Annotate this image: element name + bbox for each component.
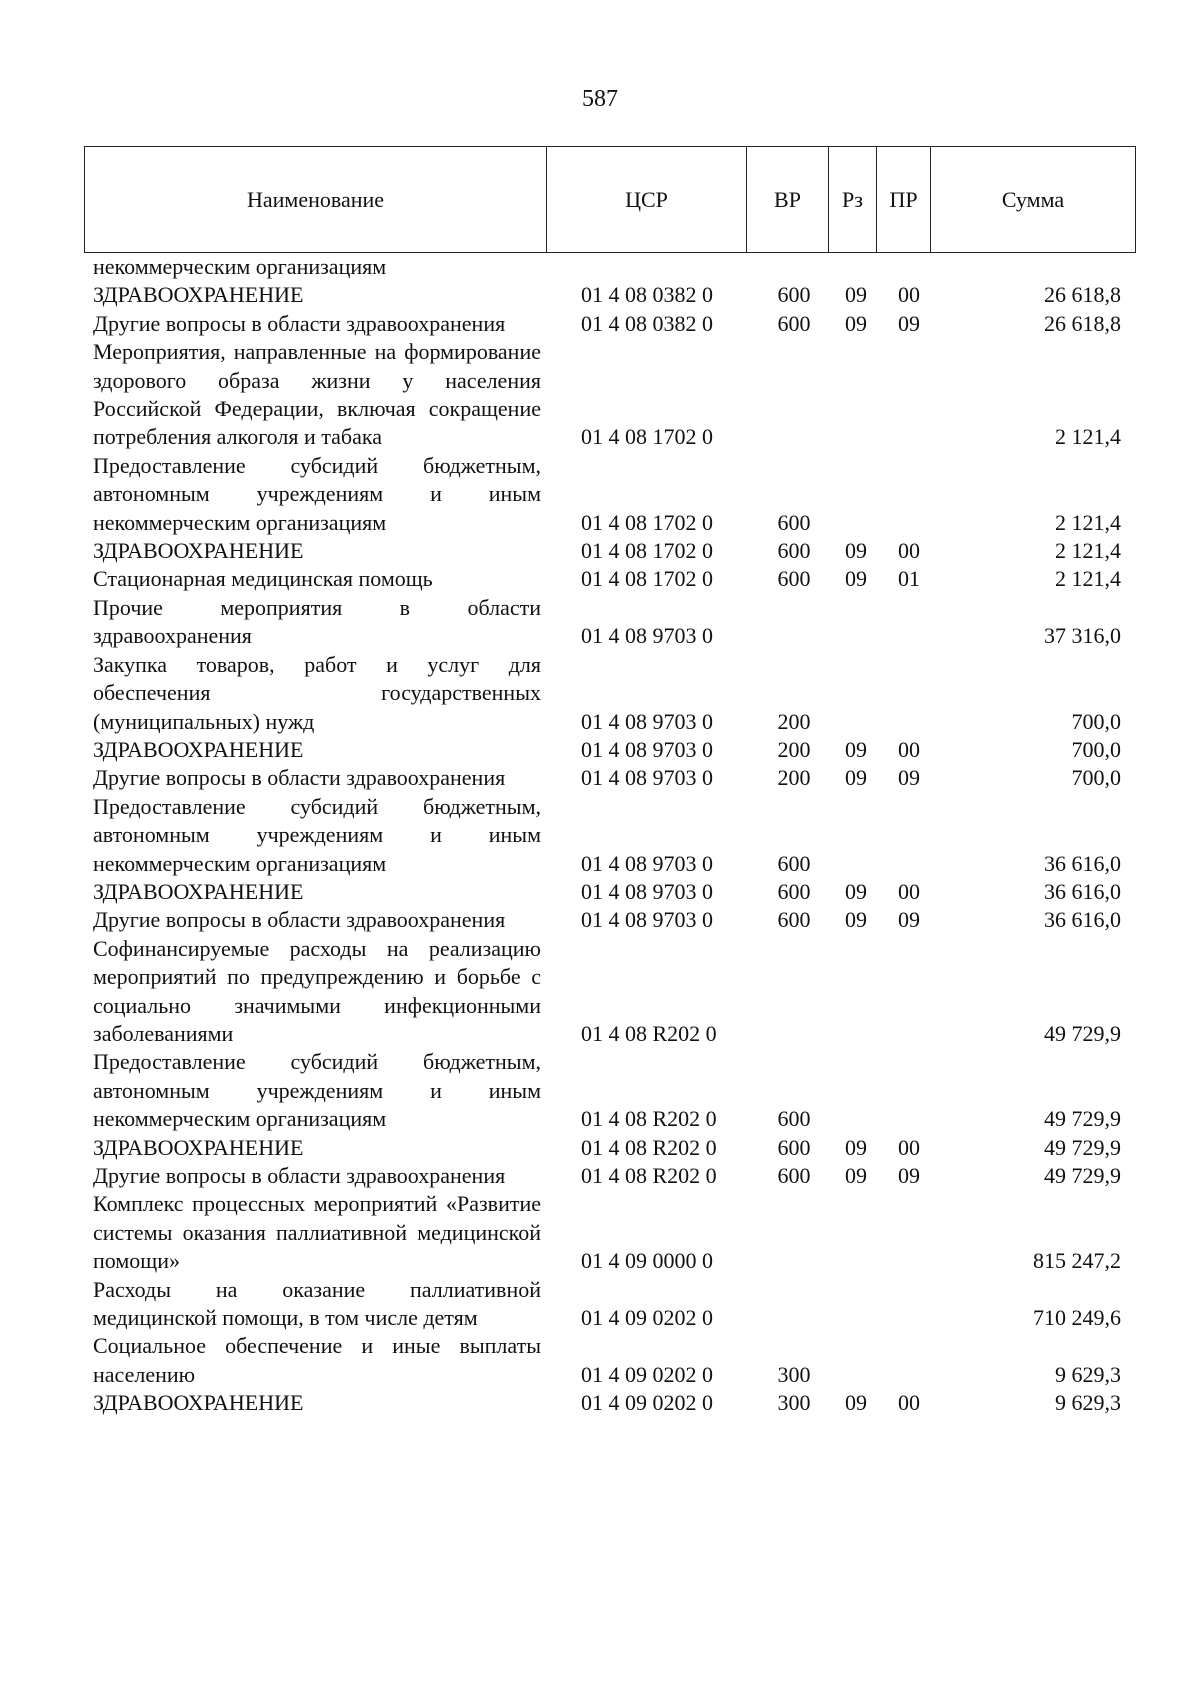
header-name: Наименование [85,147,547,252]
row-sum: 49 729,9 [1044,1134,1121,1160]
row-rz: 09 [845,907,867,933]
header-rz: Рз [829,147,877,252]
row-csr: 01 4 08 9703 0 [581,623,713,649]
row-sum: 26 618,8 [1044,310,1121,336]
page-number: 587 [582,86,618,112]
header-vr: ВР [747,147,829,252]
row-name: Расходы на оказание паллиативной медицинской помощи, в том числе детям [93,1276,541,1331]
row-rz: 09 [845,736,867,762]
row-sum: 2 121,4 [1055,509,1121,535]
row-name: ЗДРАВООХРАНЕНИЕ [93,736,304,762]
row-sum: 9 629,3 [1055,1361,1121,1387]
row-csr: 01 4 08 R202 0 [581,1134,717,1160]
row-name: Другие вопросы в области здравоохранения [93,907,506,933]
row-rz: 09 [845,1390,867,1416]
table-row [93,1190,1121,1275]
row-sum: 36 616,0 [1044,907,1121,933]
row-sum: 26 618,8 [1044,282,1121,308]
table-row [93,537,1121,565]
row-name: Другие вопросы в области здравоохранения [93,310,506,336]
row-vr: 600 [777,566,811,592]
table-row [93,253,1121,281]
row-sum: 2 121,4 [1055,424,1121,450]
row-csr: 01 4 08 0382 0 [581,282,713,308]
row-vr: 600 [777,1106,811,1132]
row-csr: 01 4 08 R202 0 [581,1020,717,1046]
row-pr: 01 [898,566,920,592]
table-body [93,253,1121,1418]
row-vr: 600 [777,282,811,308]
row-vr: 300 [777,1390,811,1416]
row-name: ЗДРАВООХРАНЕНИЕ [93,1134,304,1160]
row-vr: 600 [777,1134,811,1160]
row-name: ЗДРАВООХРАНЕНИЕ [93,282,304,308]
row-csr: 01 4 08 R202 0 [581,1106,717,1132]
row-name: Предоставление субсидий бюджетным, автономным учреждениям и иным некоммерческим организациям [93,793,541,876]
row-name: некоммерческим организациям [93,254,387,279]
row-sum: 700,0 [1071,765,1121,791]
row-rz: 09 [845,282,867,308]
row-pr: 09 [898,907,920,933]
row-vr: 600 [777,509,811,535]
table-row [93,651,1121,736]
row-csr: 01 4 08 9703 0 [581,736,713,762]
row-vr: 300 [777,1361,811,1387]
row-vr: 600 [777,538,811,564]
table-row [93,1276,1121,1333]
row-sum: 49 729,9 [1044,1020,1121,1046]
row-csr: 01 4 08 9703 0 [581,878,713,904]
row-sum: 9 629,3 [1055,1390,1121,1416]
header-pr: ПР [877,147,931,252]
row-name: Мероприятия, направленные на формирование здорового образа жизни у населения Российской Федерации, включая сокращение потребления алкоголя и табака [93,339,541,450]
row-vr: 600 [777,1163,811,1188]
row-vr: 200 [777,708,811,734]
row-vr: 600 [777,310,811,336]
row-sum: 36 616,0 [1044,850,1121,876]
row-sum: 710 249,6 [1033,1305,1121,1331]
row-csr: 01 4 08 9703 0 [581,708,713,734]
row-name: Софинансируемые расходы на реализацию мероприятий по предупреждению и борьбе с социально значимыми инфекционными заболеваниями [93,935,541,1046]
row-sum: 49 729,9 [1044,1163,1121,1188]
row-pr: 00 [898,282,920,308]
row-csr: 01 4 08 0382 0 [581,310,713,336]
table-row [93,594,1121,651]
row-rz: 09 [845,765,867,791]
row-name: Социальное обеспечение и иные выплаты населению [93,1333,541,1387]
row-name: Стационарная медицинская помощь [93,566,433,592]
table-row [93,736,1121,764]
row-pr: 00 [898,1134,920,1160]
table-row [93,338,1121,452]
header-sum: Сумма [1001,186,1065,212]
row-name: Другие вопросы в области здравоохранения [93,1163,506,1188]
row-sum: 37 316,0 [1044,623,1121,649]
row-csr: 01 4 08 1702 0 [581,509,713,535]
table-row [93,764,1121,792]
row-csr: 01 4 09 0202 0 [581,1361,713,1387]
table-row [93,281,1121,309]
table-row [93,310,1121,338]
row-name: ЗДРАВООХРАНЕНИЕ [93,538,304,564]
row-rz: 09 [845,538,867,564]
row-vr: 200 [777,765,811,791]
row-sum: 700,0 [1071,708,1121,734]
row-sum: 49 729,9 [1044,1106,1121,1132]
row-name: Прочие мероприятия в области здравоохранения [93,594,541,649]
row-sum: 815 247,2 [1033,1248,1121,1274]
table-row [93,906,1121,934]
row-rz: 09 [845,566,867,592]
table-row [93,452,1121,537]
row-pr: 00 [898,736,920,762]
row-pr: 09 [898,765,920,791]
table-row [93,935,1121,1049]
row-pr: 00 [898,538,920,564]
table-row [93,1048,1121,1133]
row-sum: 2 121,4 [1055,566,1121,592]
table-row [93,1332,1121,1389]
table-row [93,1389,1121,1417]
table-row [93,1134,1121,1162]
row-name: Предоставление субсидий бюджетным, автономным учреждениям и иным некоммерческим организациям [93,1049,541,1132]
row-sum: 36 616,0 [1044,878,1121,904]
row-pr: 00 [898,1390,920,1416]
row-csr: 01 4 08 1702 0 [581,566,713,592]
row-name: ЗДРАВООХРАНЕНИЕ [93,1390,304,1416]
row-csr: 01 4 08 1702 0 [581,424,713,450]
header-csr: ЦСР [547,147,747,252]
row-csr: 01 4 09 0202 0 [581,1305,713,1331]
row-name: Предоставление субсидий бюджетным, автономным учреждениям и иным некоммерческим организациям [93,452,541,535]
table-header [84,146,1136,253]
table-row [93,565,1121,593]
row-name: Закупка товаров, работ и услуг для обеспечения государственных (муниципальных) нужд [93,651,541,734]
row-csr: 01 4 09 0000 0 [581,1248,713,1274]
row-name: Другие вопросы в области здравоохранения [93,765,506,791]
row-csr: 01 4 08 1702 0 [581,538,713,564]
row-rz: 09 [845,1163,867,1188]
row-vr: 600 [777,878,811,904]
table-row [93,878,1121,906]
row-rz: 09 [845,1134,867,1160]
row-csr: 01 4 08 R202 0 [581,1163,717,1188]
row-sum: 2 121,4 [1055,538,1121,564]
row-csr: 01 4 08 9703 0 [581,850,713,876]
row-name: Комплекс процессных мероприятий «Развитие системы оказания паллиативной медицинской помощи» [93,1191,541,1274]
row-vr: 600 [777,850,811,876]
row-csr: 01 4 09 0202 0 [581,1390,713,1416]
row-vr: 200 [777,736,811,762]
row-sum: 700,0 [1071,736,1121,762]
table-row [93,1162,1121,1190]
row-rz: 09 [845,878,867,904]
row-rz: 09 [845,310,867,336]
row-csr: 01 4 08 9703 0 [581,765,713,791]
row-pr: 09 [898,1163,920,1188]
table-row [93,793,1121,878]
row-pr: 09 [898,310,920,336]
row-name: ЗДРАВООХРАНЕНИЕ [93,878,304,904]
row-pr: 00 [898,878,920,904]
row-vr: 600 [777,907,811,933]
row-csr: 01 4 08 9703 0 [581,907,713,933]
